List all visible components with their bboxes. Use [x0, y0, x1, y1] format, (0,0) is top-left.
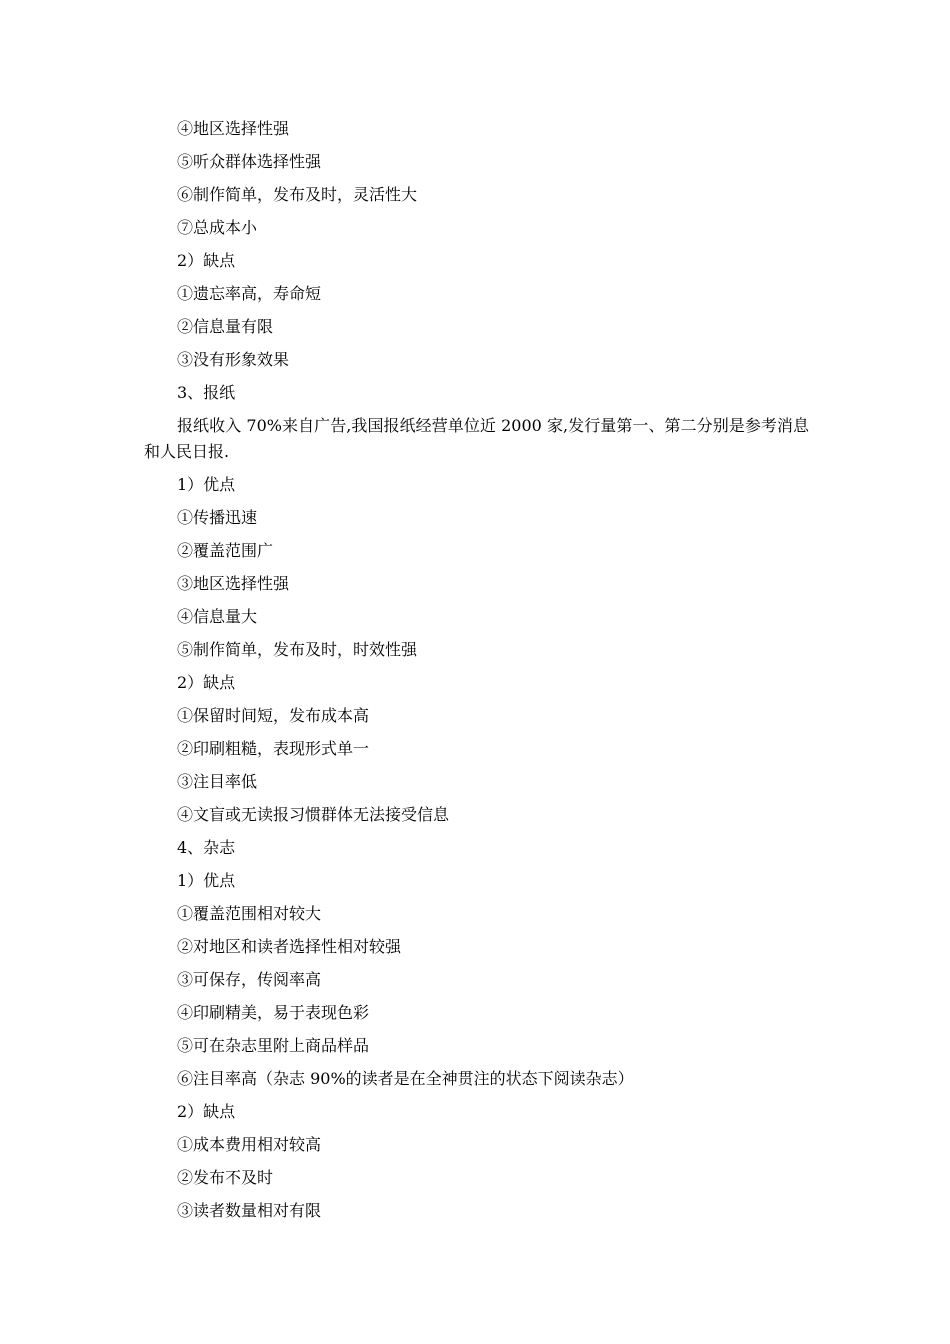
list-item: ⑤制作简单，发布及时，时效性强 — [177, 640, 418, 659]
section-subheading: 2）缺点 — [177, 251, 236, 270]
list-item: ②覆盖范围广 — [177, 541, 274, 560]
list-item: ⑥制作简单，发布及时，灵活性大 — [177, 185, 418, 204]
list-item: ②对地区和读者选择性相对较强 — [177, 937, 402, 956]
list-item: ②印刷粗糙，表现形式单一 — [177, 739, 370, 758]
section-subheading: 1）优点 — [177, 871, 236, 890]
list-item: ①传播迅速 — [177, 508, 258, 527]
section-heading-magazine: 4、杂志 — [177, 838, 236, 857]
section-subheading: 2）缺点 — [177, 1102, 236, 1121]
newspaper-paragraph: 报纸收入 70%来自广告,我国报纸经营单位近 2000 家,发行量第一、第二分别是参考消息和人民日报. — [144, 416, 809, 461]
list-item: ②发布不及时 — [177, 1168, 274, 1187]
list-item: ⑤可在杂志里附上商品样品 — [177, 1036, 370, 1055]
list-item: ③注目率低 — [177, 772, 258, 791]
list-item: ④文盲或无读报习惯群体无法接受信息 — [177, 805, 450, 824]
list-item: ⑥注目率高（杂志 90%的读者是在全神贯注的状态下阅读杂志） — [177, 1069, 634, 1088]
list-item: ③读者数量相对有限 — [177, 1201, 322, 1220]
section-subheading: 1）优点 — [177, 475, 236, 494]
list-item: ⑦总成本小 — [177, 218, 258, 237]
list-item: ①保留时间短，发布成本高 — [177, 706, 370, 725]
section-subheading: 2）缺点 — [177, 673, 236, 692]
list-item: ③没有形象效果 — [177, 350, 290, 369]
section-heading-newspaper: 3、报纸 — [177, 383, 236, 402]
list-item: ④信息量大 — [177, 607, 258, 626]
list-item: ②信息量有限 — [177, 317, 274, 336]
list-item: ①成本费用相对较高 — [177, 1135, 322, 1154]
list-item: ①覆盖范围相对较大 — [177, 904, 322, 923]
list-item: ①遗忘率高，寿命短 — [177, 284, 322, 303]
list-item: ③可保存，传阅率高 — [177, 970, 322, 989]
list-item: ③地区选择性强 — [177, 574, 290, 593]
document-body — [144, 112, 809, 1227]
list-item: ⑤听众群体选择性强 — [177, 152, 322, 171]
list-item: ④印刷精美，易于表现色彩 — [177, 1003, 370, 1022]
list-item: ④地区选择性强 — [177, 119, 290, 138]
